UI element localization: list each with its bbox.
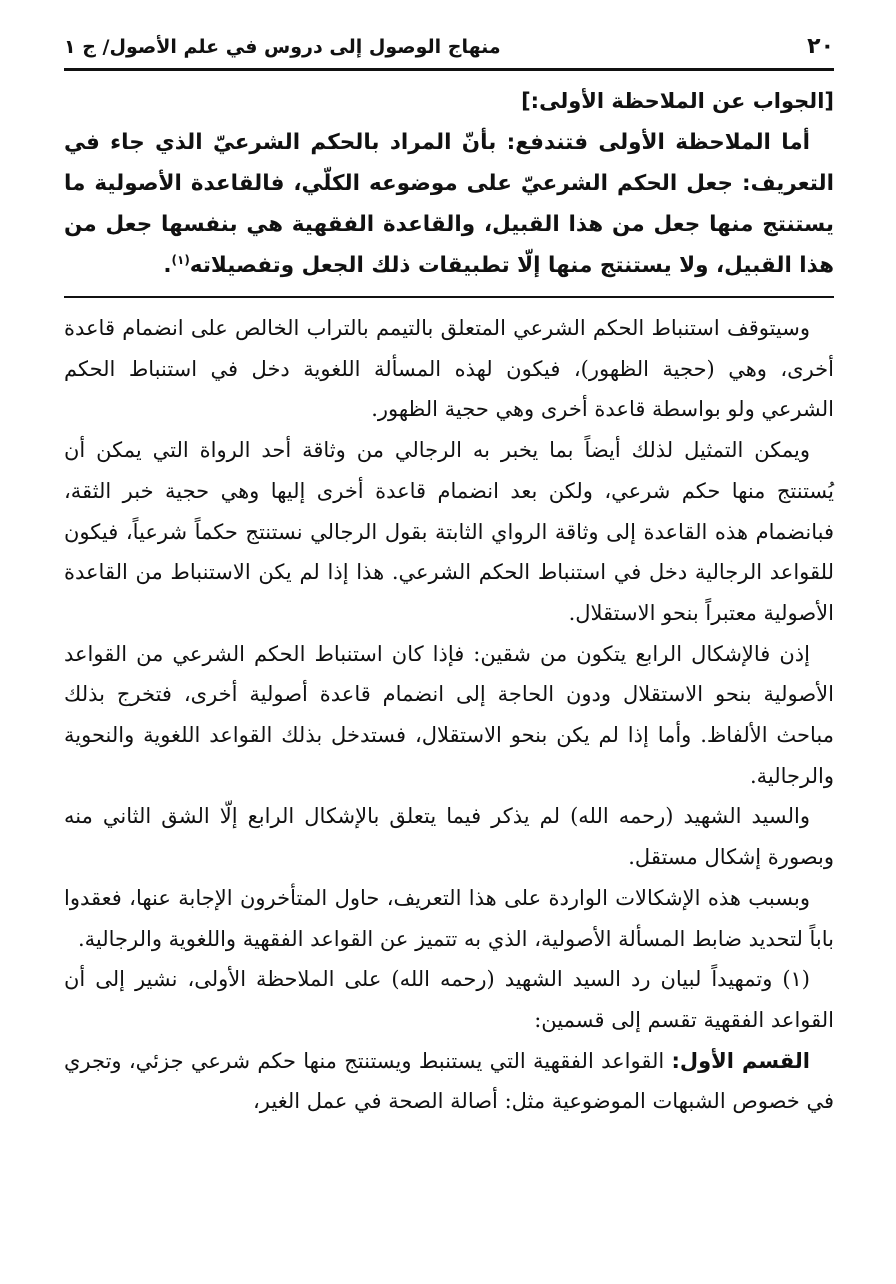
footnote-paragraph: إذن فالإشكال الرابع يتكون من شقين: فإذا كان استنباط الحكم الشرعي من القواعد الأصولية بنحو الاستقلال ودون الحاجة إلى انضمام قاعدة أصولية أخرى، فتخرج بذلك مباحث الألفاظ. وأما إذا لم يكن بنحو الاستقلال، فستدخل بذلك القواعد اللغوية والنحوية والرجالية.	[64, 641, 834, 788]
running-title: منهاج الوصول إلى دروس في علم الأصول/ ج ١	[64, 36, 501, 58]
footnote-reference: (١)	[171, 252, 190, 267]
footnote-paragraph: وسيتوقف استنباط الحكم الشرعي المتعلق بالتيمم بالتراب الخالص على انضمام قاعدة أخرى، وهي (حجية الظهور)، فيكون لهذه المسألة اللغوية دخل في استنباط الحكم الشرعي ولو بواسطة قاعدة أخرى وهي حجية الظهور.	[64, 316, 834, 422]
answer-text: أما الملاحظة الأولى فتندفع: بأنّ المراد بالحكم الشرعيّ الذي جاء في التعريف: جعل الحكم الشرعيّ على موضوعه الكلّي، فالقاعدة الأصولية ما يستنتج منها جعل من هذا القبيل، والقاعدة الفقهية هي بنفسها جعل من هذا القبيل، ولا يستنتج منها إلّا تطبيقات ذلك الجعل وتفصيلاته	[64, 130, 834, 278]
main-text	[64, 81, 834, 286]
footnote-paragraph: والسيد الشهيد (رحمه الله) لم يذكر فيما يتعلق بالإشكال الرابع إلّا الشق الثاني منه وبصورة إشكال مستقل.	[64, 804, 834, 870]
answer-paragraph: أما الملاحظة الأولى فتندفع: بأنّ المراد بالحكم الشرعيّ الذي جاء في التعريف: جعل الحكم الشرعيّ على موضوعه الكلّي، فالقاعدة الأصولية ما يستنتج منها جعل من هذا القبيل، والقاعدة الفقهية هي بنفسها جعل من هذا القبيل، ولا يستنتج منها إلّا تطبيقات ذلك الجعل وتفصيلاته$^{(١)}$.	[64, 130, 834, 278]
footnote-paragraph	[64, 1041, 834, 1122]
footnote-paragraph: (١) وتمهيداً لبيان رد السيد الشهيد (رحمه الله) على الملاحظة الأولى، نشير إلى أن القواعد الفقهية تقسم إلى قسمين:	[64, 967, 834, 1032]
page-header	[64, 34, 834, 68]
category-text: القواعد الفقهية التي يستنبط ويستنتج منها حكم شرعي جزئي، وتجري في خصوص الشبهات الموضوعية مثل: أصالة الصحة في عمل الغير،	[64, 1048, 834, 1114]
footnote-paragraph: ويمكن التمثيل لذلك أيضاً بما يخبر به الرجالي من وثاقة أحد الرواة التي يمكن أن يُستنتج منها حكم شرعي، ولكن بعد انضمام قاعدة أخرى إليها وهي حجية خبر الثقة، فبانضمام هذه القاعدة إلى وثاقة الرواي الثابتة بقول الرجالي نستنتج حكماً شرعياً، فيكون للقواعد الرجالية دخل في استنباط الحكم الشرعي. هذا إذا لم يكن الاستنباط من القاعدة الأصولية معتبراً بنحو الاستقلال.	[64, 438, 834, 625]
header-rule	[64, 68, 834, 71]
section-title: [الجواب عن الملاحظة الأولى:]	[521, 89, 834, 113]
footnotes	[64, 308, 834, 1122]
footnote-paragraph: وبسبب هذه الإشكالات الواردة على هذا التعريف، حاول المتأخرون الإجابة عنها، فعقدوا باباً لتحديد ضابط المسألة الأصولية، الذي به تتميز عن القواعد الفقهية واللغوية والرجالية.	[64, 885, 834, 951]
footnote-separator	[64, 296, 834, 298]
category-term: القسم الأول:	[671, 1048, 810, 1073]
document-page	[64, 34, 834, 1122]
page-number: ٢٠	[807, 34, 834, 59]
